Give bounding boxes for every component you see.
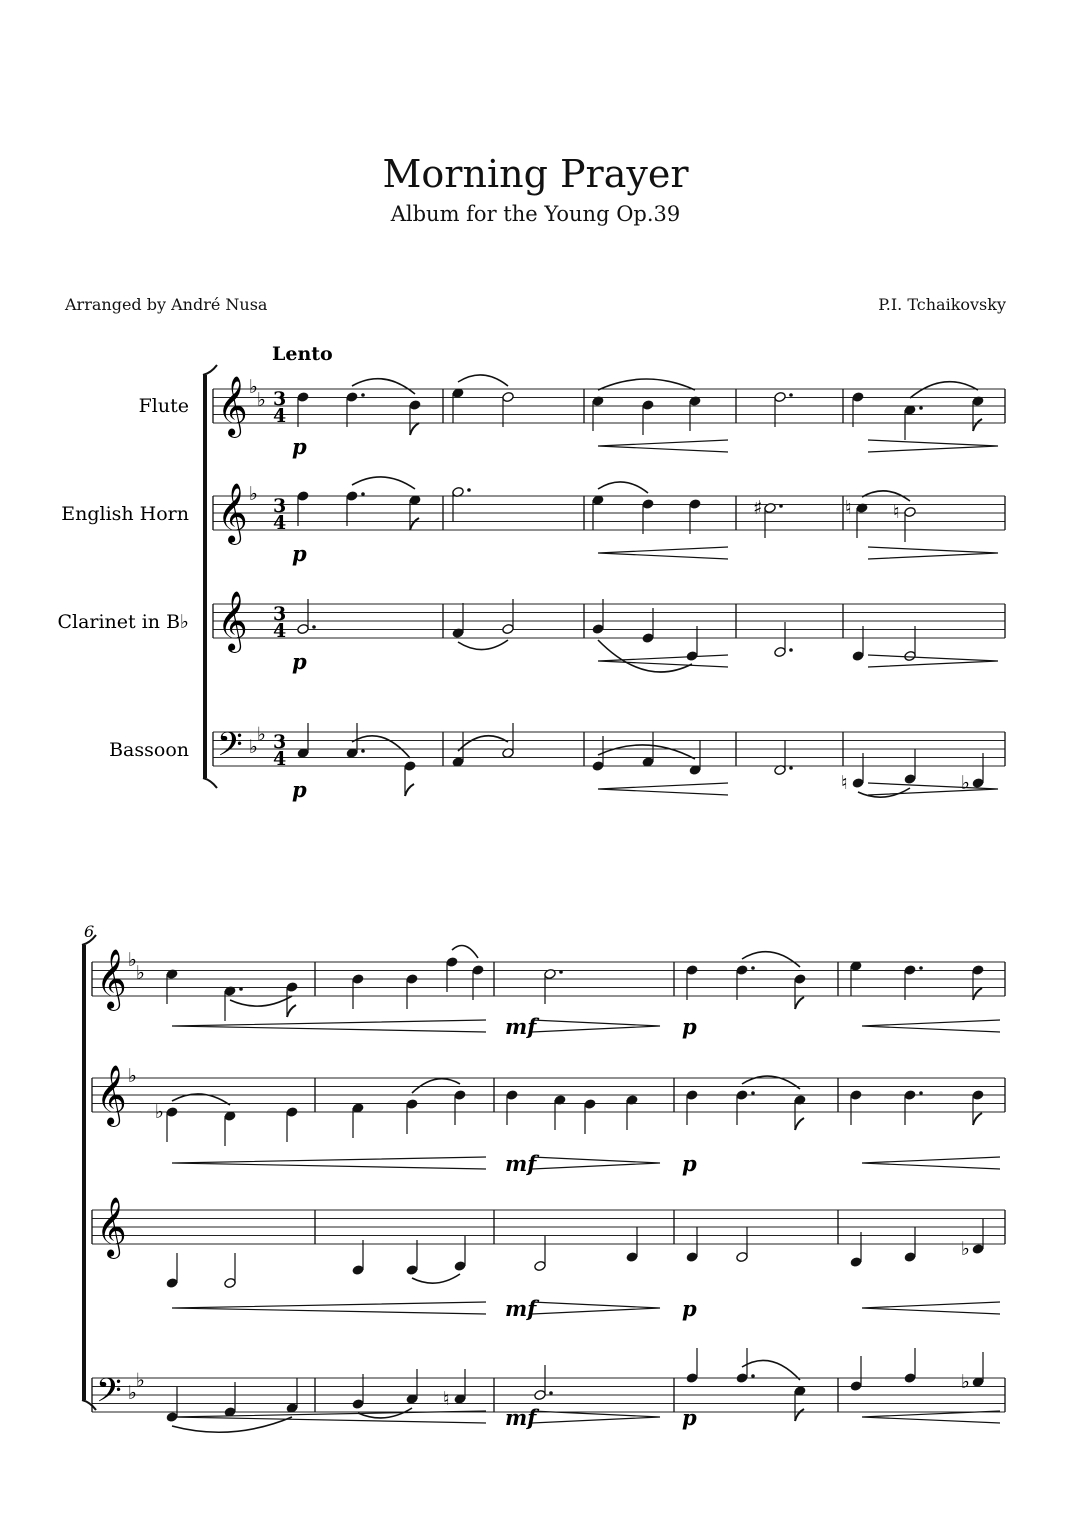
note-head xyxy=(642,632,655,643)
accidental-icon: ♭ xyxy=(961,1371,970,1393)
note-head xyxy=(534,1389,547,1400)
note-head xyxy=(409,399,422,410)
key-flat-icon: ♭ xyxy=(257,388,266,411)
note-head xyxy=(454,1260,467,1271)
diminuendo-hairpin xyxy=(532,1020,660,1032)
note-flag xyxy=(973,419,982,431)
treble-clef-icon: 𝄞 xyxy=(96,1197,127,1257)
note-dot xyxy=(919,1091,923,1095)
slur xyxy=(910,382,978,398)
bracket-top-hook xyxy=(203,365,217,375)
slur xyxy=(412,1079,460,1093)
time-signature-top: 3 xyxy=(273,388,287,410)
arranger-credit: Arranged by André Nusa xyxy=(65,295,268,314)
note-flag xyxy=(287,1005,296,1017)
label-clarinet: Clarinet in B♭ xyxy=(57,611,189,633)
note-flag xyxy=(410,423,419,435)
dynamics xyxy=(172,434,1000,1430)
slur xyxy=(452,946,478,959)
note-head xyxy=(736,1089,749,1100)
piece-title: Morning Prayer xyxy=(382,152,689,196)
note-head xyxy=(972,1243,985,1254)
note-dot xyxy=(549,1391,553,1395)
note-head xyxy=(774,391,787,402)
dynamic-marking: p xyxy=(292,649,307,674)
treble-clef-icon: 𝄞 xyxy=(217,483,248,543)
note-head xyxy=(297,623,310,634)
treble-clef-icon: 𝄞 xyxy=(96,1065,127,1125)
note-head xyxy=(406,1098,419,1109)
crescendo-hairpin xyxy=(172,1020,486,1032)
dynamic-marking: p xyxy=(292,434,307,459)
note-head xyxy=(736,964,749,975)
note-head xyxy=(904,773,917,784)
crescendo-hairpin xyxy=(172,1302,486,1314)
note-flag xyxy=(405,784,414,796)
note-head xyxy=(406,973,419,984)
note-head xyxy=(686,1251,699,1262)
slur xyxy=(458,640,508,650)
key-flat-icon: ♭ xyxy=(128,949,137,971)
label-flute: Flute xyxy=(138,395,189,417)
slur xyxy=(598,482,648,493)
note-head xyxy=(904,1089,917,1100)
note-head xyxy=(454,1089,467,1100)
measure-number: 6 xyxy=(84,922,95,941)
dynamic-marking: p xyxy=(292,777,307,802)
accidental-icon: ♭ xyxy=(961,1238,970,1260)
note-head xyxy=(506,1089,519,1100)
slur xyxy=(598,640,692,672)
dynamic-marking: p xyxy=(682,1296,697,1321)
note-head xyxy=(297,490,310,501)
key-flat-icon: ♭ xyxy=(249,736,258,758)
note-head xyxy=(850,1380,863,1391)
note-head xyxy=(286,981,299,992)
note-head xyxy=(736,1372,749,1383)
slur xyxy=(742,952,800,967)
note-head xyxy=(852,650,865,661)
diminuendo-hairpin xyxy=(868,655,998,667)
time-signature-bottom: 4 xyxy=(273,512,287,534)
dynamic-marking: mf xyxy=(505,1014,537,1039)
note-head xyxy=(904,1372,917,1383)
note-dot xyxy=(919,406,923,410)
note-head xyxy=(904,964,917,975)
note-head xyxy=(972,1089,985,1100)
slur xyxy=(352,477,415,489)
note-flag xyxy=(795,1118,804,1130)
slur xyxy=(598,379,695,390)
time-signature-top: 3 xyxy=(273,603,287,625)
key-flat-icon: ♭ xyxy=(136,1369,145,1392)
tempo-marking: Lento xyxy=(272,343,333,365)
dynamic-marking: mf xyxy=(505,1296,537,1321)
bass-clef-icon: 𝄢 xyxy=(96,1372,122,1418)
key-flat-icon: ♭ xyxy=(128,1382,137,1404)
note-head xyxy=(626,1251,639,1262)
note-head xyxy=(406,1264,419,1275)
note-dot xyxy=(919,966,923,970)
dynamic-marking: p xyxy=(682,1014,697,1039)
note-flag xyxy=(973,1113,982,1125)
note-head xyxy=(286,1106,299,1117)
note-head xyxy=(774,646,787,657)
dynamic-marking: p xyxy=(292,541,307,566)
crescendo-hairpin xyxy=(598,783,728,795)
note-head xyxy=(404,760,417,771)
note-head xyxy=(904,1251,917,1262)
note-head xyxy=(904,506,917,517)
time-signature-bottom: 4 xyxy=(273,405,287,427)
note-head xyxy=(346,391,359,402)
note-dot xyxy=(789,766,793,770)
note-dot xyxy=(789,393,793,397)
crescendo-hairpin xyxy=(598,547,728,559)
slur xyxy=(352,736,410,758)
note-head xyxy=(972,964,985,975)
note-head xyxy=(972,777,985,788)
accidental-icon: ♭ xyxy=(155,1101,164,1123)
time-signature-top: 3 xyxy=(273,731,287,753)
note-head xyxy=(736,1251,749,1262)
note-head xyxy=(686,964,699,975)
note-head xyxy=(472,964,485,975)
note-head xyxy=(689,498,702,509)
slur xyxy=(412,1274,460,1283)
note-dot xyxy=(751,1091,755,1095)
note-head xyxy=(166,1277,179,1288)
time-signature-top: 3 xyxy=(273,495,287,517)
diminuendo-hairpin xyxy=(532,1157,660,1169)
note-head xyxy=(642,399,655,410)
time-signature-bottom: 4 xyxy=(273,620,287,642)
note-head xyxy=(346,490,359,501)
note-dot xyxy=(779,504,783,508)
note-head xyxy=(850,1256,863,1267)
dynamic-marking: p xyxy=(682,1151,697,1176)
note-head xyxy=(297,391,310,402)
crescendo-hairpin xyxy=(172,1411,486,1423)
dynamic-marking: mf xyxy=(505,1151,537,1176)
note-dot xyxy=(312,625,316,629)
note-head xyxy=(686,1372,699,1383)
note-head xyxy=(852,391,865,402)
accidental-icon: ♭ xyxy=(961,772,970,794)
note-dot xyxy=(361,749,365,753)
key-flat-icon: ♭ xyxy=(257,723,266,746)
note-dot xyxy=(239,987,243,991)
staves xyxy=(82,365,1005,1418)
note-dot xyxy=(467,488,471,492)
treble-clef-icon: 𝄞 xyxy=(217,591,248,651)
accidental-icon: ♮ xyxy=(893,501,900,523)
treble-clef-icon: 𝄞 xyxy=(217,376,248,436)
note-head xyxy=(904,650,917,661)
note-head xyxy=(642,498,655,509)
note-head xyxy=(794,973,807,984)
note-head xyxy=(502,391,515,402)
label-bassoon: Bassoon xyxy=(109,739,189,761)
note-head xyxy=(850,1089,863,1100)
note-head xyxy=(534,1260,547,1271)
note-head xyxy=(352,973,365,984)
composer-credit: P.I. Tchaikovsky xyxy=(878,295,1006,314)
slur xyxy=(458,375,508,386)
note-flag xyxy=(795,1409,804,1421)
note-head xyxy=(502,623,515,634)
note-head xyxy=(592,623,605,634)
time-signature-bottom: 4 xyxy=(273,748,287,770)
crescendo-hairpin xyxy=(172,1157,486,1169)
note-dot xyxy=(361,492,365,496)
accidental-icon: ♮ xyxy=(841,772,848,794)
note-head xyxy=(352,1398,365,1409)
slur xyxy=(742,1360,800,1380)
treble-clef-icon: 𝄞 xyxy=(96,949,127,1009)
diminuendo-hairpin xyxy=(868,547,998,559)
accidental-icon: ♯ xyxy=(753,497,763,519)
slur xyxy=(598,745,695,759)
key-flat-icon: ♭ xyxy=(249,483,258,505)
note-head xyxy=(446,956,459,967)
note-dot xyxy=(751,1374,755,1378)
slur xyxy=(858,788,910,797)
diminuendo-hairpin xyxy=(868,440,998,452)
crescendo-hairpin xyxy=(862,1302,1000,1314)
note-dot xyxy=(559,970,563,974)
note-dot xyxy=(751,966,755,970)
crescendo-hairpin xyxy=(862,1020,1000,1032)
key-flat-icon: ♭ xyxy=(136,961,145,984)
note-head xyxy=(352,1264,365,1275)
bracket-bottom-hook xyxy=(82,1400,96,1410)
slur xyxy=(352,379,415,394)
accidental-icon: ♮ xyxy=(443,1388,450,1410)
label-english-horn: English Horn xyxy=(61,503,189,525)
crescendo-hairpin xyxy=(862,1157,1000,1169)
note-head xyxy=(166,1106,179,1117)
note-dot xyxy=(361,393,365,397)
dynamic-marking: mf xyxy=(505,1405,537,1430)
note-dot xyxy=(789,648,793,652)
dynamic-marking: p xyxy=(682,1405,697,1430)
piece-subtitle: Album for the Young Op.39 xyxy=(390,202,681,226)
diminuendo-hairpin xyxy=(532,1302,660,1314)
bracket-bottom-hook xyxy=(203,778,217,788)
note-flag xyxy=(410,518,419,530)
bass-clef-icon: 𝄢 xyxy=(217,726,243,772)
note-head xyxy=(852,777,865,788)
key-flat-icon: ♭ xyxy=(249,376,258,398)
diminuendo-hairpin xyxy=(532,1411,660,1423)
note-head xyxy=(224,1277,237,1288)
note-flag xyxy=(795,997,804,1009)
crescendo-hairpin xyxy=(862,1411,1000,1423)
crescendo-hairpin xyxy=(598,440,728,452)
note-head xyxy=(592,760,605,771)
key-flat-icon: ♭ xyxy=(128,1065,137,1087)
note-head xyxy=(686,1089,699,1100)
note-head xyxy=(584,1098,597,1109)
accidental-icon: ♮ xyxy=(845,497,852,519)
slur xyxy=(230,996,292,1006)
note-flag xyxy=(973,988,982,1000)
